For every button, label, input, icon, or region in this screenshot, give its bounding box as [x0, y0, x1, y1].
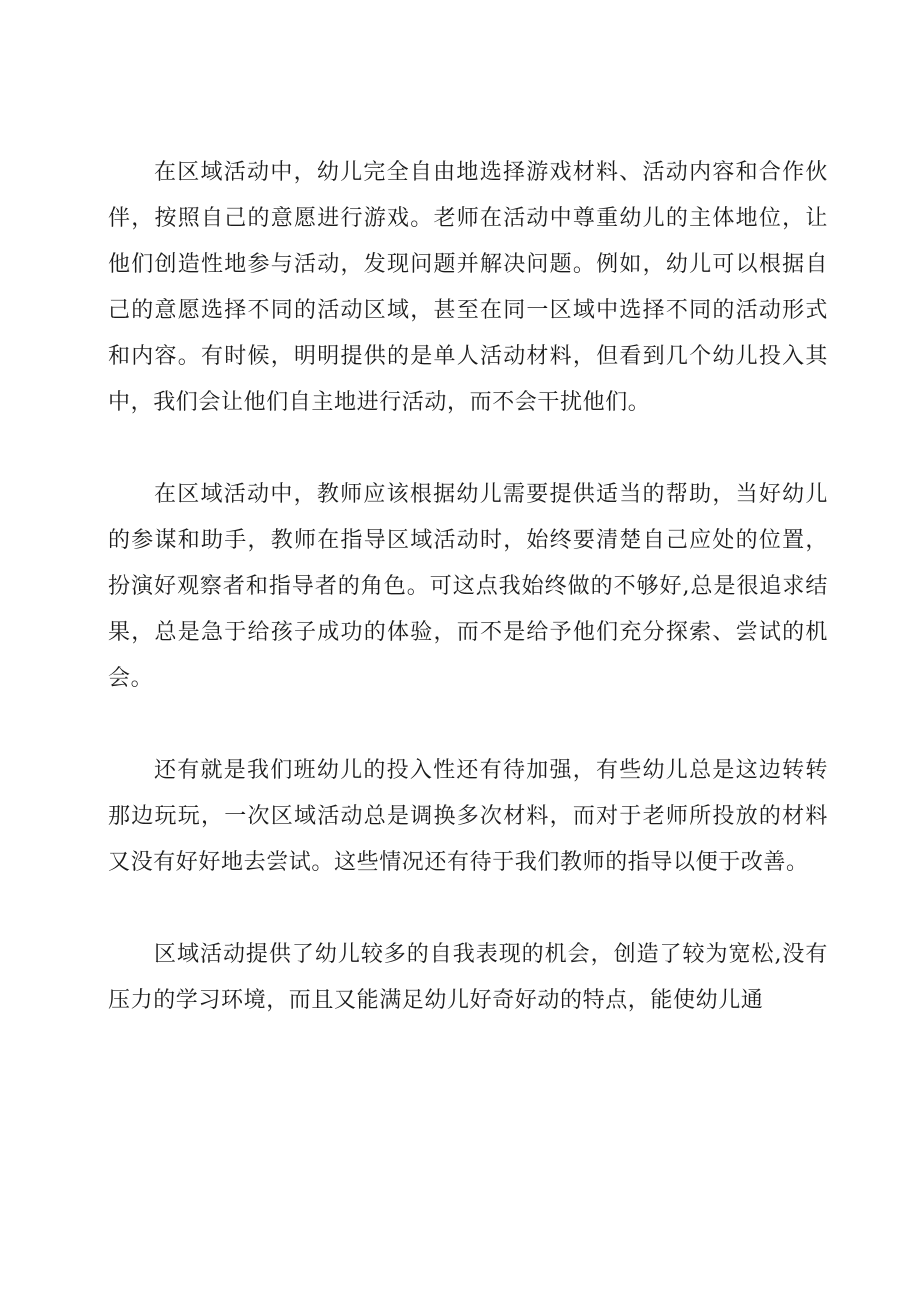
paragraph-1: 在区域活动中，幼儿完全自由地选择游戏材料、活动内容和合作伙伴，按照自己的意愿进行游戏。老师在活动中尊重幼儿的主体地位，让他们创造性地参与活动，发现问题并解决问题。例如，幼儿可以根据自己的意愿选择不同的活动区域，甚至在同一区域中选择不同的活动形式和内容。有时候，明明提供的是单人活动材料，但看到几个幼儿投入其中，我们会让他们自主地进行活动，而不会干扰他们。	[108, 160, 828, 415]
paragraph-2: 在区域活动中，教师应该根据幼儿需要提供适当的帮助，当好幼儿的参谋和助手，教师在指导区域活动时，始终要清楚自己应处的位置，扮演好观察者和指导者的角色。可这点我始终做的不够好,总是很追求结果，总是急于给孩子成功的体验，而不是给予他们充分探索、尝试的机会。	[108, 482, 828, 691]
paragraph-3: 还有就是我们班幼儿的投入性还有待加强，有些幼儿总是这边转转那边玩玩，一次区域活动总是调换多次材料，而对于老师所投放的材料又没有好好地去尝试。这些情况还有待于我们教师的指导以便于改善。	[108, 758, 828, 875]
paragraph-4: 区域活动提供了幼儿较多的自我表现的机会，创造了较为宽松,没有压力的学习环境，而且又能满足幼儿好奇好动的特点，能使幼儿通	[108, 942, 828, 1013]
document-body	[108, 150, 828, 1024]
